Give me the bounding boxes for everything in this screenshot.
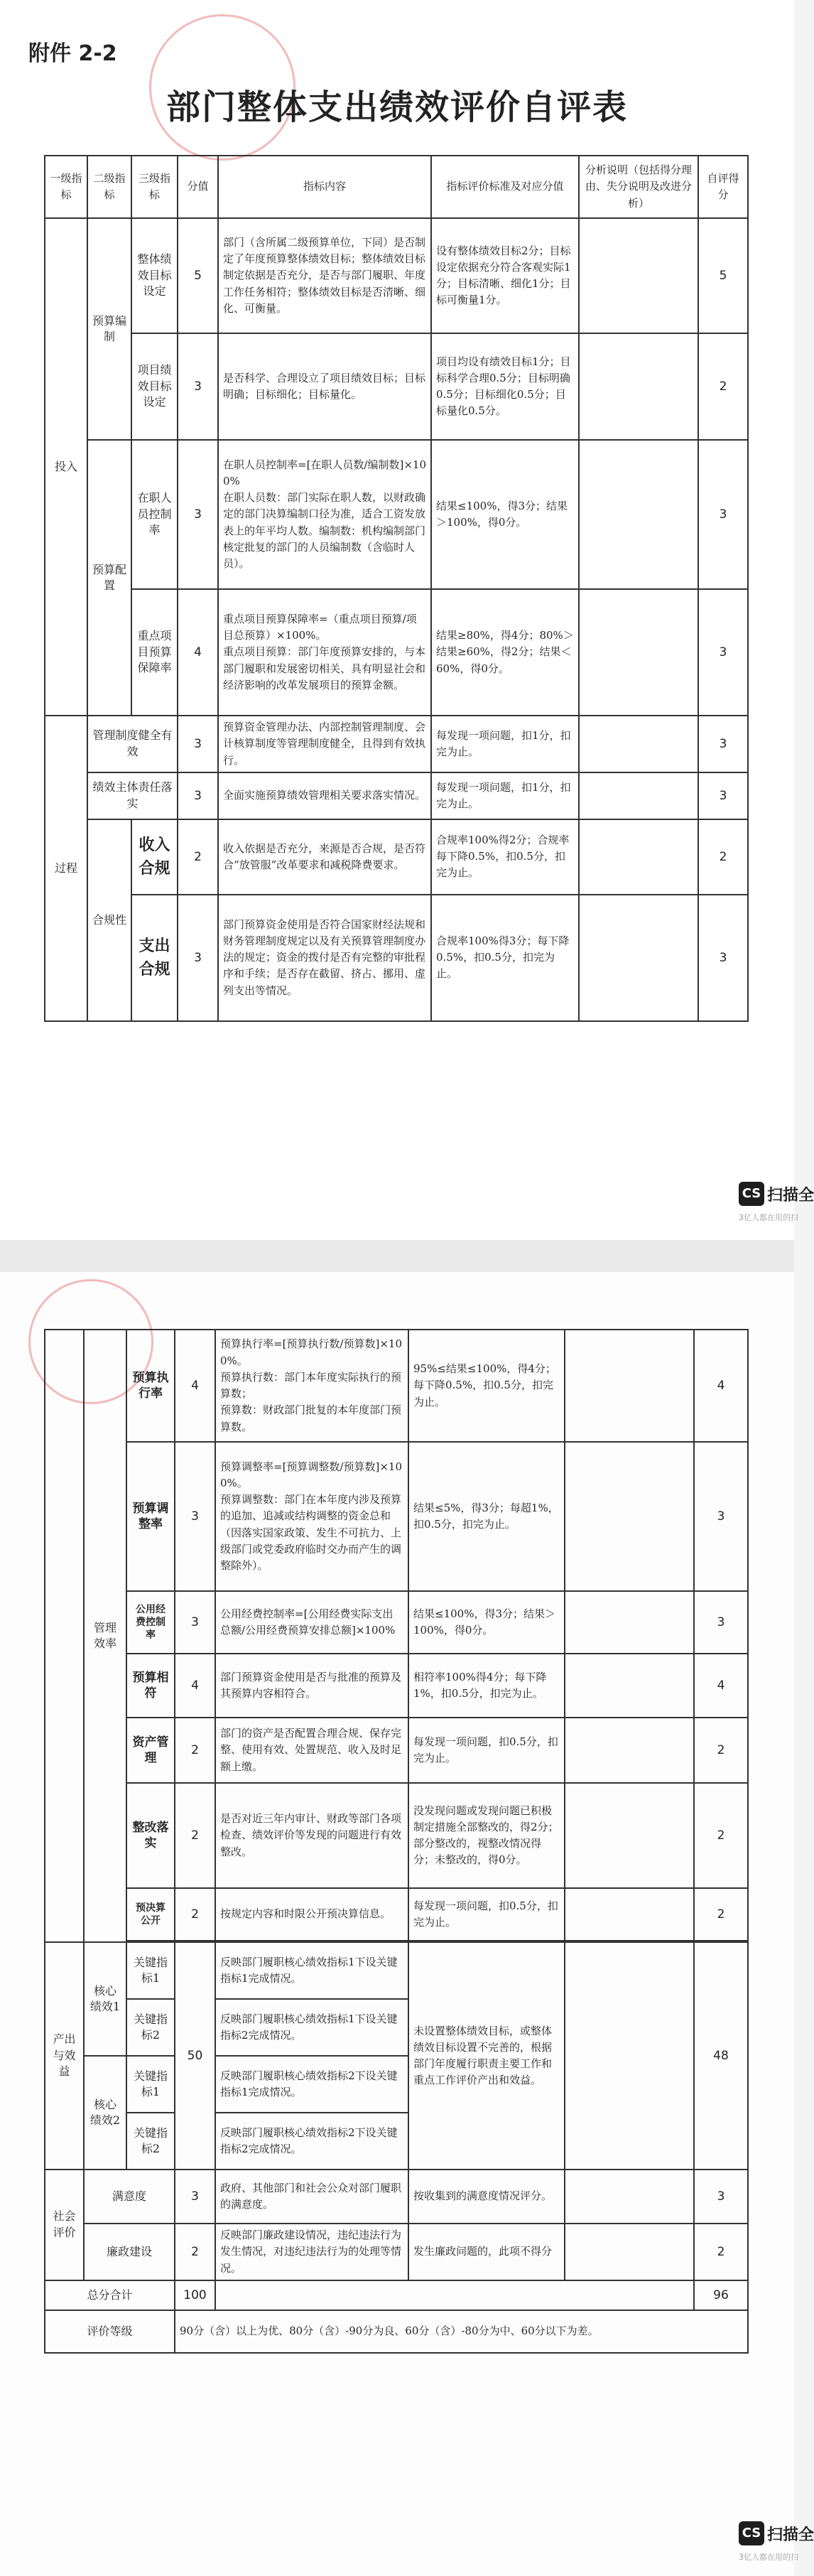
table-row bbox=[45, 440, 748, 589]
standard-cell: 结果≤100%，得3分；结果＞100%，得0分。 bbox=[431, 440, 579, 589]
evaluation-table-part-2 bbox=[44, 1329, 749, 2354]
standard-cell: 每发现一项问题，扣0.5分，扣完为止。 bbox=[408, 1888, 565, 1941]
score-cell: 3 bbox=[175, 1442, 215, 1591]
standard-cell: 每发现一项问题，扣1分，扣完为止。 bbox=[431, 716, 579, 772]
indicator-label: 预算相符 bbox=[126, 1654, 175, 1718]
analysis-cell bbox=[565, 1442, 694, 1591]
content-cell: 反映部门廉政建设情况，违纪违法行为发生情况，对违纪违法行为的处理等情况。 bbox=[215, 2224, 408, 2280]
content-cell: 反映部门履职核心绩效指标2下设关键指标2完成情况。 bbox=[215, 2113, 408, 2170]
score-cell: 4 bbox=[175, 1654, 215, 1718]
section-mgmt-efficiency: 管理效率 bbox=[84, 1330, 126, 1942]
table-row bbox=[45, 1654, 748, 1718]
standard-cell: 合规率100%得3分；每下降0.5%，扣0.5分，扣完为止。 bbox=[431, 895, 579, 1021]
score-cell: 3 bbox=[175, 1591, 215, 1654]
table-row bbox=[45, 895, 748, 1021]
content-cell: 政府、其他部门和社会公众对部门履职的满意度。 bbox=[215, 2170, 408, 2224]
standard-cell: 发生廉政问题的，此项不得分 bbox=[408, 2224, 565, 2280]
self-score-cell: 3 bbox=[698, 716, 748, 772]
grade-text: 90分（含）以上为优、80分（含）-90分为良、60分（含）-80分为中、60分以下为差。 bbox=[175, 2310, 748, 2353]
header-level1: 一级指标 bbox=[45, 156, 87, 218]
grade-row bbox=[45, 2310, 748, 2353]
content-cell: 反映部门履职核心绩效指标1下设关键指标1完成情况。 bbox=[215, 1942, 408, 1999]
standard-cell: 未设置整体绩效目标，或整体绩效目标设置不完善的，根据部门年度履行职责主要工作和重点工作评价产出和效益。 bbox=[408, 1942, 565, 2170]
score-cell: 3 bbox=[178, 772, 218, 819]
total-blank bbox=[215, 2280, 694, 2310]
indicator-label: 满意度 bbox=[84, 2170, 175, 2224]
scanner-name: 扫描全 bbox=[767, 2526, 814, 2544]
table-row bbox=[45, 218, 748, 333]
score-cell: 5 bbox=[178, 218, 218, 333]
content-cell: 预算执行率=[预算执行数/预算数]×100%。 预算执行数：部门本年度实际执行的预算数； 预算数：财政部门批复的本年度部门预算数。 bbox=[215, 1330, 408, 1442]
content-cell: 是否科学、合理设立了项目绩效目标；目标明确；目标细化；目标量化。 bbox=[218, 333, 431, 440]
scanner-tagline: 3亿人都在用的扫 bbox=[739, 2553, 798, 2562]
score-cell: 2 bbox=[175, 1783, 215, 1888]
scanner-watermark bbox=[739, 2516, 814, 2565]
score-cell: 4 bbox=[175, 1330, 215, 1442]
analysis-cell bbox=[579, 589, 698, 716]
section-compliance: 合规性 bbox=[87, 819, 131, 1021]
self-score-cell: 4 bbox=[694, 1330, 748, 1442]
key-indicator-label: 关键指标1 bbox=[126, 1942, 175, 1999]
indicator-label: 收入合规 bbox=[131, 819, 178, 895]
indicator-label: 预算调整率 bbox=[126, 1442, 175, 1591]
total-score: 100 bbox=[175, 2280, 215, 2310]
analysis-cell bbox=[565, 1718, 694, 1783]
score-cell: 3 bbox=[178, 895, 218, 1021]
score-cell: 2 bbox=[175, 1888, 215, 1941]
standard-cell: 按收集到的满意度情况评分。 bbox=[408, 2170, 565, 2224]
content-cell: 重点项目预算保障率=（重点项目预算/项目总预算）×100%。 重点项目预算：部门年度预算安排的，与本部门履职和发展密切相关、具有明显社会和经济影响的改革发展项目的预算金额。 bbox=[218, 589, 431, 716]
table-row bbox=[45, 1591, 748, 1654]
core-indicator-label: 核心绩效2 bbox=[84, 2056, 126, 2170]
total-row bbox=[45, 2280, 748, 2310]
standard-cell: 项目均设有绩效目标1分；目标科学合理0.5分；目标明确0.5分；目标细化0.5分；目标量化0.5分。 bbox=[431, 333, 579, 440]
standard-cell: 结果≥80%，得4分；80%＞结果≥60%，得2分；结果＜60%，得0分。 bbox=[431, 589, 579, 716]
header-score: 分值 bbox=[178, 156, 218, 218]
standard-cell: 结果≤5%，得3分；每超1%，扣0.5分，扣完为止。 bbox=[408, 1442, 565, 1591]
analysis-cell bbox=[579, 218, 698, 333]
analysis-cell bbox=[565, 1654, 694, 1718]
content-cell: 预算调整率=[预算调整数/预算数]×100%。 预算调整数：部门在本年度内涉及预算的追加、追减或结构调整的资金总和（因落实国家政策、发生不可抗力、上级部门或党委政府临时交办而产生的调整除外）。 bbox=[215, 1442, 408, 1591]
table-row bbox=[45, 819, 748, 895]
self-score-cell: 4 bbox=[694, 1654, 748, 1718]
grade-label: 评价等级 bbox=[45, 2310, 175, 2353]
page-2 bbox=[0, 1272, 814, 2576]
standard-cell: 每发现一项问题，扣1分，扣完为止。 bbox=[431, 772, 579, 819]
continued-section-cell bbox=[45, 1330, 84, 1942]
scanner-watermark bbox=[739, 1176, 814, 1226]
score-cell: 3 bbox=[178, 440, 218, 589]
standard-cell: 相符率100%得4分；每下降1%，扣0.5分，扣完为止。 bbox=[408, 1654, 565, 1718]
table-row bbox=[45, 1942, 748, 1999]
analysis-cell bbox=[579, 440, 698, 589]
scanner-logo-icon: CS bbox=[739, 1182, 764, 1206]
section-budget-alloc: 预算配置 bbox=[87, 440, 131, 716]
table-row bbox=[45, 589, 748, 716]
content-cell: 部门（含所属二级预算单位，下同）是否制定了年度预算整体绩效目标；整体绩效目标制定依据是否充分，是否与部门履职、年度工作任务相符；整体绩效目标是否清晰、细化、可衡量。 bbox=[218, 218, 431, 333]
indicator-label: 预算执行率 bbox=[126, 1330, 175, 1442]
analysis-cell bbox=[579, 772, 698, 819]
analysis-cell bbox=[565, 1888, 694, 1941]
section-social: 社会评价 bbox=[45, 2170, 84, 2280]
indicator-label: 在职人员控制率 bbox=[131, 440, 178, 589]
standard-cell: 结果≤100%，得3分；结果＞100%，得0分。 bbox=[408, 1591, 565, 1654]
content-cell: 反映部门履职核心绩效指标1下设关键指标2完成情况。 bbox=[215, 1999, 408, 2056]
evaluation-table-part-1 bbox=[44, 155, 749, 1022]
table-row bbox=[45, 772, 748, 819]
self-score-cell: 2 bbox=[698, 819, 748, 895]
key-indicator-label: 关键指标2 bbox=[126, 2113, 175, 2170]
content-cell: 公用经费控制率=[公用经费实际支出总额/公用经费预算安排总额]×100% bbox=[215, 1591, 408, 1654]
table-row bbox=[45, 2224, 748, 2280]
score-cell: 2 bbox=[178, 819, 218, 895]
table-row bbox=[45, 1783, 748, 1888]
table-row bbox=[45, 1442, 748, 1591]
score-cell: 2 bbox=[175, 1718, 215, 1783]
indicator-label: 整体绩效目标设定 bbox=[131, 218, 178, 333]
key-indicator-label: 关键指标2 bbox=[126, 1999, 175, 2056]
self-score-cell: 3 bbox=[694, 1591, 748, 1654]
indicator-label: 预决算公开 bbox=[126, 1888, 175, 1941]
self-score-cell: 3 bbox=[698, 772, 748, 819]
score-cell: 2 bbox=[175, 2224, 215, 2280]
table-row bbox=[45, 333, 748, 440]
standard-cell: 没发现问题或发现问题已积极制定措施全部整改的，得2分；部分整改的，视整改情况得分；未整改的，得0分。 bbox=[408, 1783, 565, 1888]
score-cell: 50 bbox=[175, 1942, 215, 2170]
table-row bbox=[45, 1718, 748, 1783]
key-indicator-label: 关键指标1 bbox=[126, 2056, 175, 2113]
self-score-cell: 3 bbox=[694, 1442, 748, 1591]
scanner-name: 扫描全 bbox=[767, 1187, 814, 1205]
attachment-label: 附件 2-2 bbox=[28, 41, 117, 66]
self-score-cell: 5 bbox=[698, 218, 748, 333]
indicator-label: 支出合规 bbox=[131, 895, 178, 1021]
table-row bbox=[45, 1330, 748, 1442]
standard-cell: 95%≤结果≤100%，得4分；每下降0.5%，扣0.5分，扣完为止。 bbox=[408, 1330, 565, 1442]
content-cell: 是否对近三年内审计、财政等部门各项检查、绩效评价等发现的问题进行有效整改。 bbox=[215, 1783, 408, 1888]
analysis-cell bbox=[565, 2170, 694, 2224]
table-row bbox=[45, 1888, 748, 1941]
core-indicator-label: 核心绩效1 bbox=[84, 1942, 126, 2056]
analysis-cell bbox=[579, 333, 698, 440]
scanner-tagline: 3亿人都在用的扫 bbox=[739, 1213, 798, 1222]
self-score-cell: 3 bbox=[698, 589, 748, 716]
page-1 bbox=[0, 0, 814, 1240]
content-cell: 按规定内容和时限公开预决算信息。 bbox=[215, 1888, 408, 1941]
self-score-cell: 3 bbox=[698, 440, 748, 589]
content-cell: 部门预算资金使用是否符合国家财经法规和财务管理制度规定以及有关预算管理制度办法的规定；资金的拨付是否有完整的审批程序和手续；是否存在截留、挤占、挪用、虚列支出等情况。 bbox=[218, 895, 431, 1021]
analysis-cell bbox=[579, 716, 698, 772]
standard-cell: 每发现一项问题，扣0.5分，扣完为止。 bbox=[408, 1718, 565, 1783]
indicator-label: 重点项目预算保障率 bbox=[131, 589, 178, 716]
indicator-label: 绩效主体责任落实 bbox=[87, 772, 178, 819]
table-header-row bbox=[45, 156, 748, 218]
section-output: 产出与效益 bbox=[45, 1942, 84, 2170]
self-score-cell: 48 bbox=[694, 1942, 748, 2170]
self-score-cell: 2 bbox=[694, 2224, 748, 2280]
section-input: 投入 bbox=[45, 218, 87, 716]
self-score-cell: 3 bbox=[698, 895, 748, 1021]
section-process: 过程 bbox=[45, 716, 87, 1021]
table-row bbox=[45, 716, 748, 772]
analysis-cell bbox=[579, 819, 698, 895]
indicator-label: 廉政建设 bbox=[84, 2224, 175, 2280]
indicator-label: 管理制度健全有效 bbox=[87, 716, 178, 772]
score-cell: 3 bbox=[178, 333, 218, 440]
table-row bbox=[45, 2170, 748, 2224]
score-cell: 4 bbox=[178, 589, 218, 716]
content-cell: 部门预算资金使用是否与批准的预算及其预算内容相符合。 bbox=[215, 1654, 408, 1718]
page-title: 部门整体支出绩效评价自评表 bbox=[165, 87, 628, 127]
indicator-label: 公用经费控制率 bbox=[126, 1591, 175, 1654]
header-self-score: 自评得分 bbox=[698, 156, 748, 218]
score-cell: 3 bbox=[178, 716, 218, 772]
content-cell: 在职人员控制率=[在职人员数/编制数]×100% 在职人员数：部门实际在职人数，以财政确定的部门决算编制口径为准，适合工资发放表上的年平均人数。编制数：机构编制部门核定批复的部门的人员编制数（含临时人员）。 bbox=[218, 440, 431, 589]
self-score-cell: 2 bbox=[694, 1783, 748, 1888]
analysis-cell bbox=[565, 1591, 694, 1654]
content-cell: 反映部门履职核心绩效指标2下设关键指标1完成情况。 bbox=[215, 2056, 408, 2113]
header-content: 指标内容 bbox=[218, 156, 431, 218]
content-cell: 预算资金管理办法、内部控制管理制度、会计核算制度等管理制度健全，且得到有效执行。 bbox=[218, 716, 431, 772]
total-self-score: 96 bbox=[694, 2280, 748, 2310]
analysis-cell bbox=[565, 1330, 694, 1442]
page-gap bbox=[0, 1240, 794, 1272]
standard-cell: 合规率100%得2分；合规率每下降0.5%，扣0.5分，扣完为止。 bbox=[431, 819, 579, 895]
indicator-label: 项目绩效目标设定 bbox=[131, 333, 178, 440]
analysis-cell bbox=[579, 895, 698, 1021]
scanner-logo-icon: CS bbox=[739, 2521, 764, 2545]
header-analysis: 分析说明（包括得分理由、失分说明及改进分析） bbox=[579, 156, 698, 218]
self-score-cell: 2 bbox=[694, 1888, 748, 1941]
self-score-cell: 2 bbox=[694, 1718, 748, 1783]
indicator-label: 整改落实 bbox=[126, 1783, 175, 1888]
standard-cell: 设有整体绩效目标2分；目标设定依据充分符合客观实际1分；目标清晰、细化1分；目标可衡量1分。 bbox=[431, 218, 579, 333]
content-cell: 收入依据是否充分，来源是否合规，是否符合“放管服”改革要求和减税降费要求。 bbox=[218, 819, 431, 895]
self-score-cell: 2 bbox=[698, 333, 748, 440]
indicator-label: 资产管理 bbox=[126, 1718, 175, 1783]
total-label: 总分合计 bbox=[45, 2280, 175, 2310]
analysis-cell bbox=[565, 1783, 694, 1888]
header-standard: 指标评价标准及对应分值 bbox=[431, 156, 579, 218]
analysis-cell bbox=[565, 1942, 694, 2170]
header-level3: 三级指标 bbox=[131, 156, 178, 218]
content-cell: 部门的资产是否配置合理合规、保存完整、使用有效、处置规范、收入及时足额上缴。 bbox=[215, 1718, 408, 1783]
content-cell: 全面实施预算绩效管理相关要求落实情况。 bbox=[218, 772, 431, 819]
header-level2: 二级指标 bbox=[87, 156, 131, 218]
score-cell: 3 bbox=[175, 2170, 215, 2224]
section-budget-prep: 预算编制 bbox=[87, 218, 131, 440]
analysis-cell bbox=[565, 2224, 694, 2280]
self-score-cell: 3 bbox=[694, 2170, 748, 2224]
